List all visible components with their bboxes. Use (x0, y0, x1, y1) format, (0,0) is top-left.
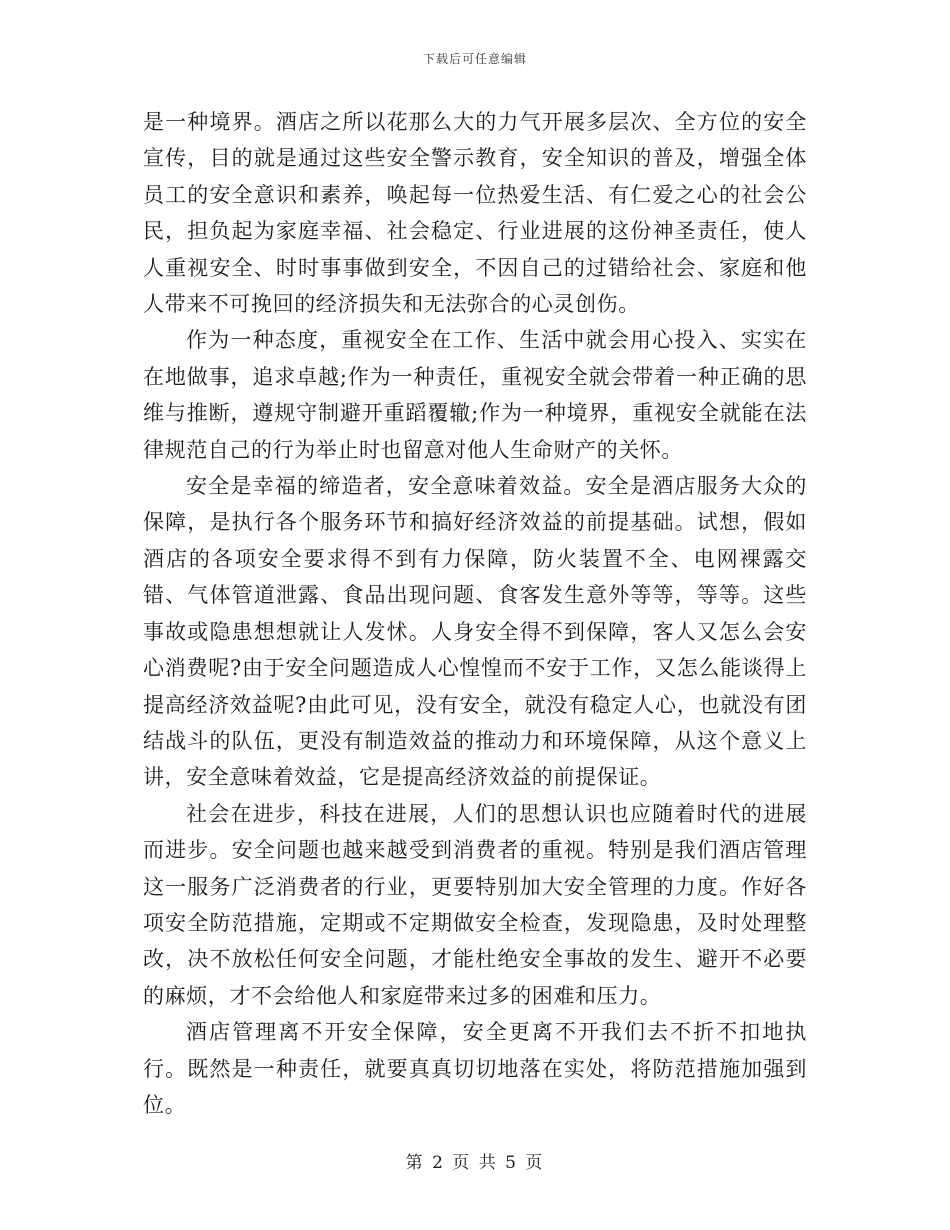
paragraph-2: 作为一种态度，重视安全在工作、生活中就会用心投入、实实在在地做事，追求卓越;作为一种责任，重视安全就会带着一种正确的思维与推断，遵规守制避开重蹈覆辙;作为一种境界，重视安全就能在法律规范自己的行为举止时也留意对他人生命财产的关怀。 (143, 328, 807, 462)
page-number: 第 2 页 共 5 页 (405, 1153, 545, 1173)
page-header-note: 下载后可任意编辑 (422, 52, 527, 66)
document-body (143, 104, 807, 1123)
paragraph-3: 安全是幸福的缔造者，安全意味着效益。安全是酒店服务大众的保障，是执行各个服务环节和搞好经济效益的前提基础。试想，假如酒店的各项安全要求得不到有力保障，防火装置不全、电网裸露交错、气体管道泄露、食品出现问题、食客发生意外等等，等等。这些事故或隐患想想就让人发怵。人身安全得不到保障，客人又怎么会安心消费呢?由于安全问题造成人心惶惶而不安于工作，又怎么能谈得上提高经济效益呢?由此可见，没有安全，就没有稳定人心，也就没有团结战斗的队伍，更没有制造效益的推动力和环境保障，从这个意义上讲，安全意味着效益，它是提高经济效益的前提保证。 (143, 474, 807, 790)
paragraph-1: 是一种境界。酒店之所以花那么大的力气开展多层次、全方位的安全宣传，目的就是通过这些安全警示教育，安全知识的普及，增强全体员工的安全意识和素养，唤起每一位热爱生活、有仁爱之心的社会公民，担负起为家庭幸福、社会稳定、行业进展的这份神圣责任，使人人重视安全、时时事事做到安全，不因自己的过错给社会、家庭和他人带来不可挽回的经济损失和无法弥合的心灵创伤。 (143, 110, 807, 317)
paragraph-4: 社会在进步，科技在进展，人们的思想认识也应随着时代的进展而进步。安全问题也越来越受到消费者的重视。特别是我们酒店管理这一服务广泛消费者的行业，更要特别加大安全管理的力度。作好各项安全防范措施，定期或不定期做安全检查，发现隐患，及时处理整改，决不放松任何安全问题，才能杜绝安全事故的发生、避开不必要的麻烦，才不会给他人和家庭带来过多的困难和压力。 (143, 801, 807, 1008)
paragraph-5: 酒店管理离不开安全保障，安全更离不开我们去不折不扣地执行。既然是一种责任，就要真真切切地落在实处，将防范措施加强到位。 (143, 1020, 807, 1117)
